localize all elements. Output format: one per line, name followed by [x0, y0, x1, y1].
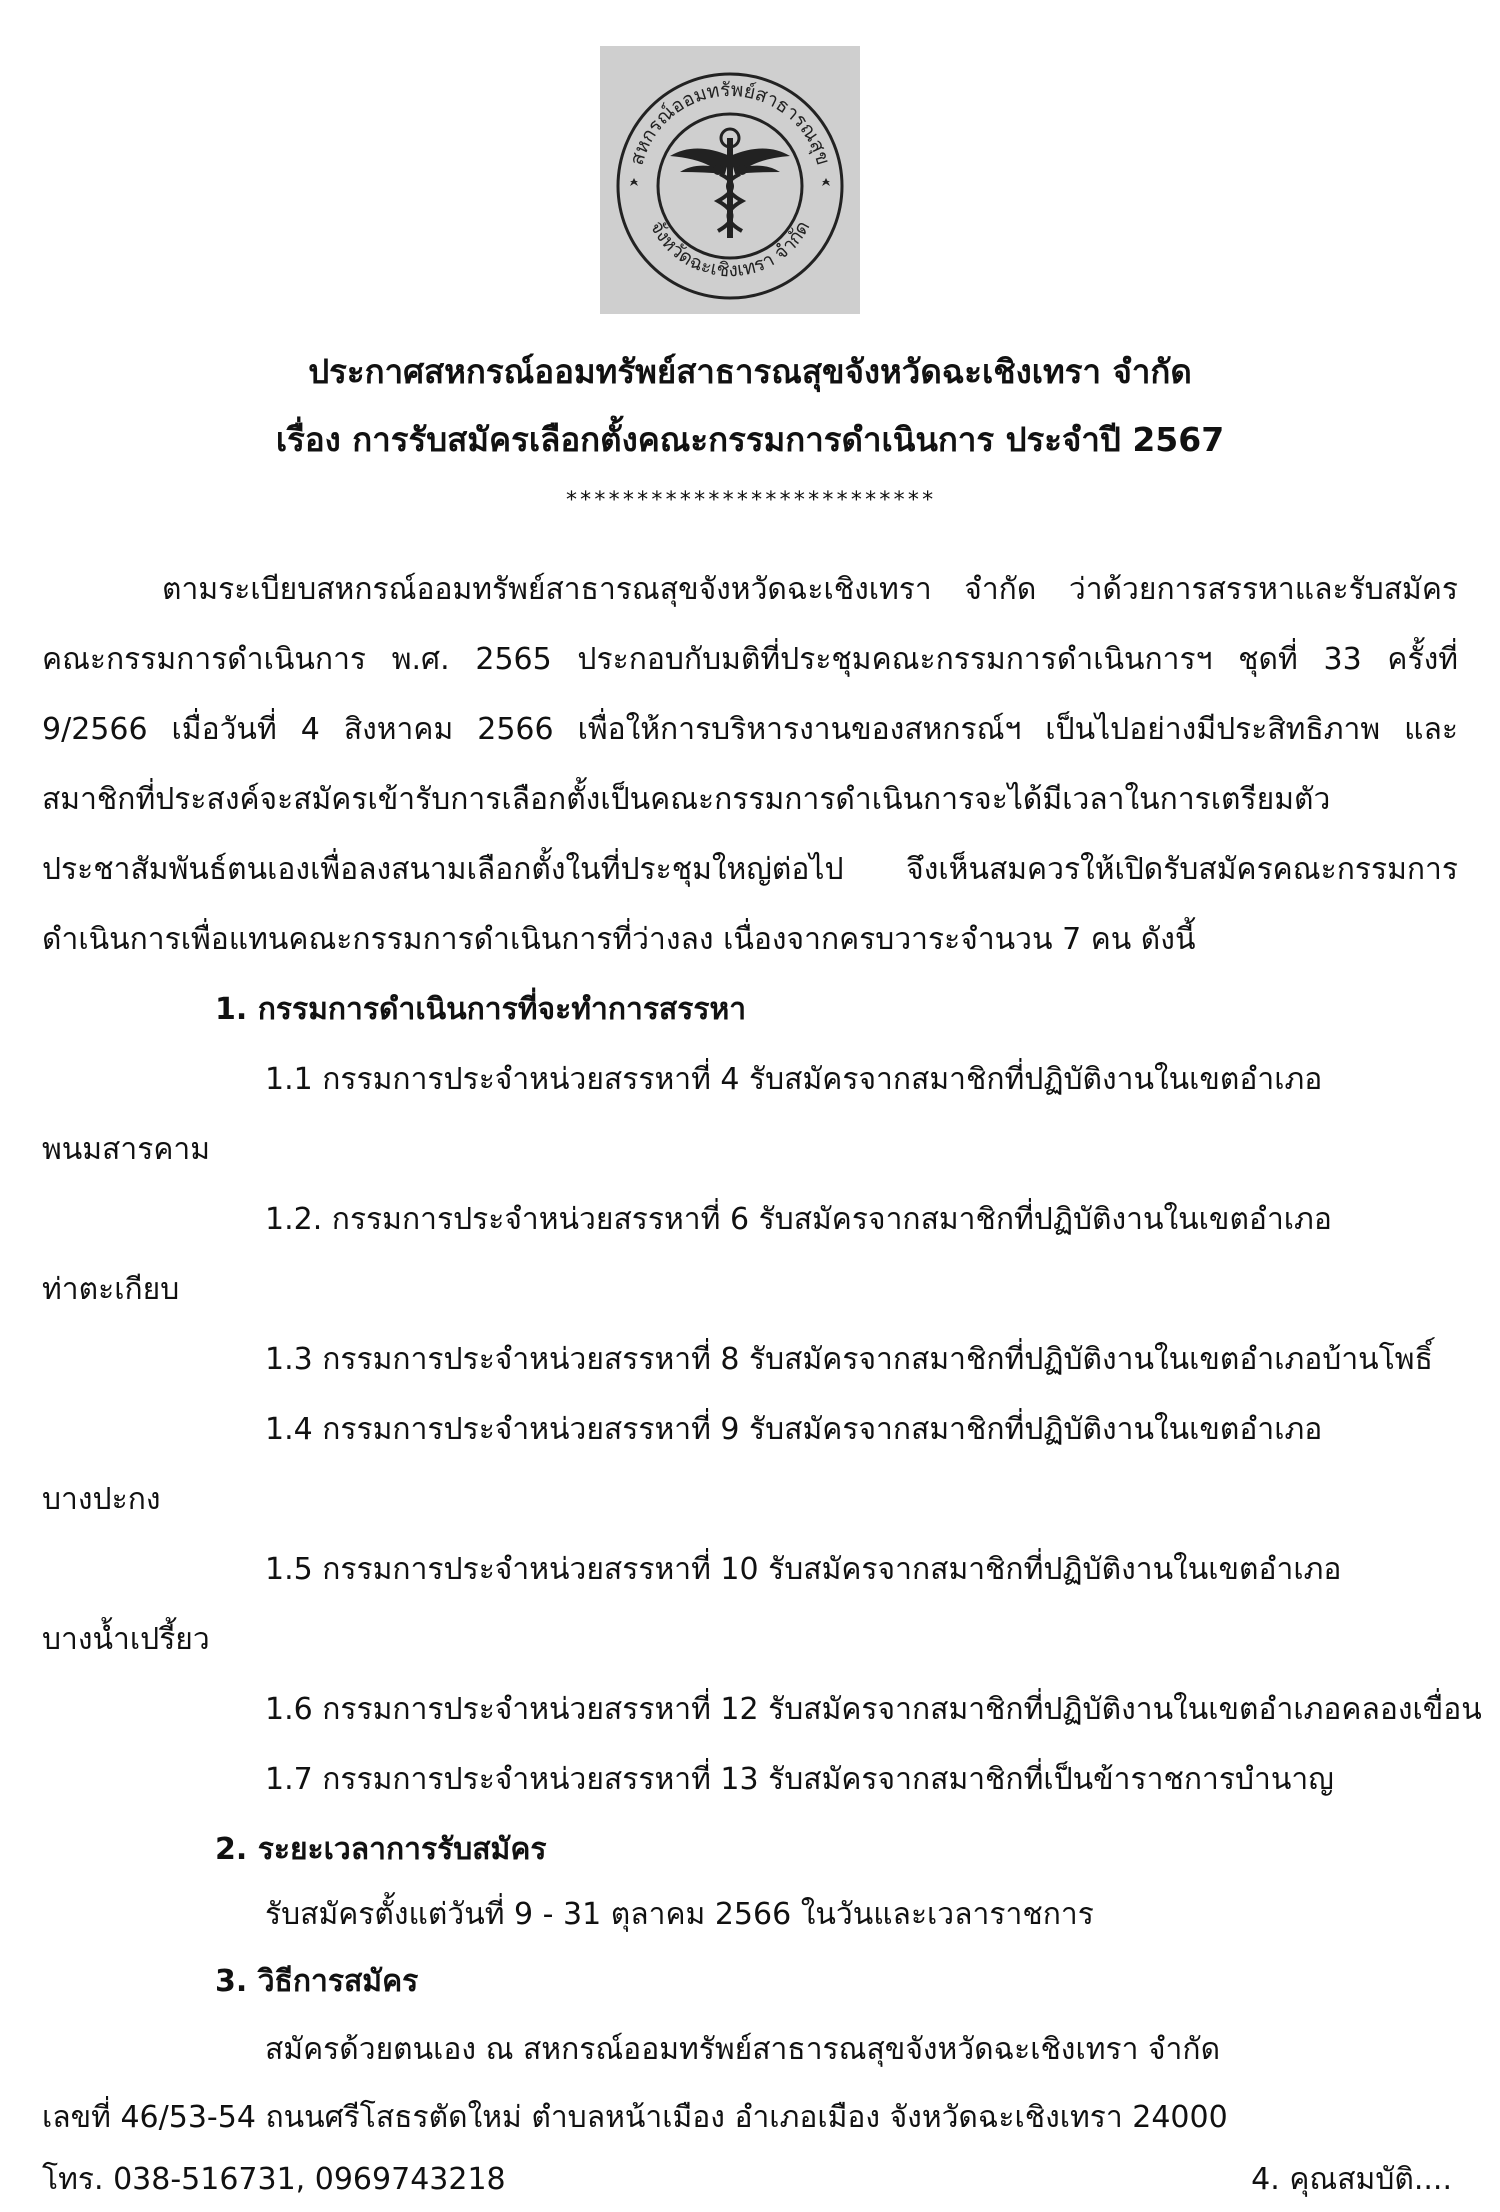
list-item: 1.7 กรรมการประจำหน่วยสรรหาที่ 13 รับสมัครจากสมาชิกที่เป็นข้าราชการบำนาญ: [265, 1762, 1334, 1797]
seal-top-text: สหกรณ์ออมทรัพย์สาธารณสุข: [625, 78, 835, 168]
announcement-title: ประกาศสหกรณ์ออมทรัพย์สาธารณสุขจังหวัดฉะเชิงเทรา จำกัด: [308, 352, 1192, 391]
section-1-heading: 1. กรรมการดำเนินการที่จะทำการสรรหา: [215, 992, 747, 1027]
caduceus-emblem-icon: [600, 46, 860, 314]
next-page-continuation: 4. คุณสมบัติ....: [1251, 2162, 1452, 2197]
phone-line: โทร. 038-516731, 0969743218: [42, 2162, 506, 2197]
list-item-continuation: บางปะกง: [42, 1482, 161, 1517]
application-period-text: รับสมัครตั้งแต่วันที่ 9 - 31 ตุลาคม 2566 ในวันและเวลาราชการ: [265, 1897, 1094, 1932]
intro-line-5: ประชาสัมพันธ์ตนเองเพื่อลงสนามเลือกตั้งในที่ประชุมใหญ่ต่อไป จึงเห็นสมควรให้เปิดรับสมัครคณะกรรมการ: [42, 852, 1458, 887]
list-item: 1.5 กรรมการประจำหน่วยสรรหาที่ 10 รับสมัครจากสมาชิกที่ปฏิบัติงานในเขตอำเภอ: [265, 1552, 1342, 1587]
section-2-heading: 2. ระยะเวลาการรับสมัคร: [215, 1832, 547, 1867]
section-3-heading: 3. วิธีการสมัคร: [215, 1964, 419, 1999]
seal-bottom-text: จังหวัดฉะเชิงเทรา จำกัด: [645, 217, 815, 282]
list-item: 1.3 กรรมการประจำหน่วยสรรหาที่ 8 รับสมัครจากสมาชิกที่ปฏิบัติงานในเขตอำเภอบ้านโพธิ์: [265, 1342, 1433, 1377]
separator-stars: **************************: [564, 488, 936, 513]
list-item: 1.2. กรรมการประจำหน่วยสรรหาที่ 6 รับสมัครจากสมาชิกที่ปฏิบัติงานในเขตอำเภอ: [265, 1202, 1332, 1237]
intro-line-4: สมาชิกที่ประสงค์จะสมัครเข้ารับการเลือกตั้งเป็นคณะกรรมการดำเนินการจะได้มีเวลาในการเตรียมตัว: [42, 782, 1331, 817]
intro-line-1: ตามระเบียบสหกรณ์ออมทรัพย์สาธารณสุขจังหวัดฉะเชิงเทรา จำกัด ว่าด้วยการสรรหาและรับสมัคร: [162, 572, 1458, 607]
list-item-continuation: บางน้ำเปรี้ยว: [42, 1622, 210, 1657]
intro-line-3: 9/2566 เมื่อวันที่ 4 สิงหาคม 2566 เพื่อให้การบริหารงานของสหกรณ์ฯ เป็นไปอย่างมีประสิทธิภาพ และ: [42, 712, 1458, 747]
cooperative-seal: [600, 46, 860, 314]
application-method-line-1: สมัครด้วยตนเอง ณ สหกรณ์ออมทรัพย์สาธารณสุขจังหวัดฉะเชิงเทรา จำกัด: [265, 2032, 1221, 2067]
list-item: 1.1 กรรมการประจำหน่วยสรรหาที่ 4 รับสมัครจากสมาชิกที่ปฏิบัติงานในเขตอำเภอ: [265, 1062, 1323, 1097]
list-item-continuation: พนมสารคาม: [42, 1132, 211, 1167]
address-line: เลขที่ 46/53-54 ถนนศรีโสธรตัดใหม่ ตำบลหน้าเมือง อำเภอเมือง จังหวัดฉะเชิงเทรา 24000: [42, 2100, 1228, 2135]
intro-line-6: ดำเนินการเพื่อแทนคณะกรรมการดำเนินการที่ว่างลง เนื่องจากครบวาระจำนวน 7 คน ดังนี้: [42, 922, 1196, 957]
announcement-subject: เรื่อง การรับสมัครเลือกตั้งคณะกรรมการดำเนินการ ประจำปี 2567: [275, 420, 1225, 459]
list-item: 1.4 กรรมการประจำหน่วยสรรหาที่ 9 รับสมัครจากสมาชิกที่ปฏิบัติงานในเขตอำเภอ: [265, 1412, 1323, 1447]
intro-line-2: คณะกรรมการดำเนินการ พ.ศ. 2565 ประกอบกับมติที่ประชุมคณะกรรมการดำเนินการฯ ชุดที่ 33 ครั้งที่: [42, 642, 1458, 677]
list-item-continuation: ท่าตะเกียบ: [42, 1272, 180, 1307]
list-item: 1.6 กรรมการประจำหน่วยสรรหาที่ 12 รับสมัครจากสมาชิกที่ปฏิบัติงานในเขตอำเภอคลองเขื่อน: [265, 1692, 1482, 1727]
